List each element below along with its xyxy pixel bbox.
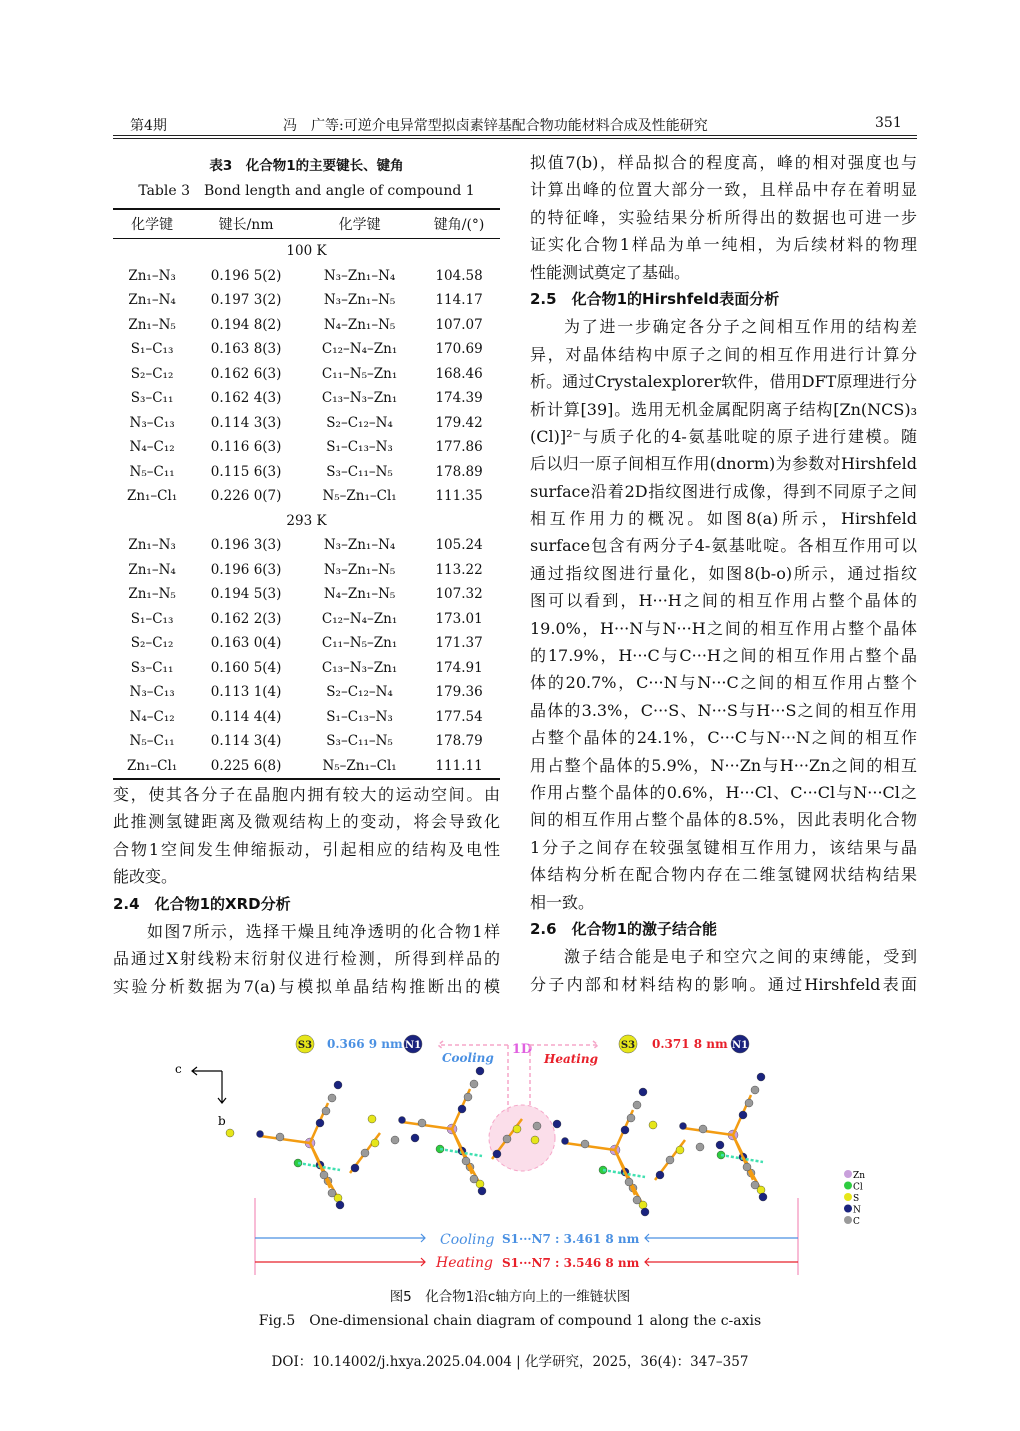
table-cell: 179.42 <box>435 414 483 431</box>
atom <box>458 1105 466 1113</box>
text-line: 为了进一步确定各分子之间相互作用的结构差 <box>564 317 917 337</box>
table-cell: S₂–C₁₂ <box>130 365 174 382</box>
table-row <box>113 533 500 558</box>
atom <box>476 1067 484 1075</box>
figure-caption-en: Fig.5 One-dimensional chain diagram of compound 1 along the c-axis <box>258 1313 762 1329</box>
group-row <box>113 239 500 264</box>
atom <box>391 1136 399 1144</box>
atom <box>411 1134 419 1142</box>
table-cell: 174.39 <box>435 390 483 407</box>
figure-label: S1···N7 : 3.546 8 nm <box>502 1256 640 1270</box>
column-header: 化学键 <box>301 209 418 239</box>
doi-footer: DOI：10.14002/j.hxya.2025.04.004 | 化学研究，2025，36(4)：347–357 <box>271 1354 749 1370</box>
legend-swatch <box>844 1216 852 1224</box>
atom <box>226 1129 234 1137</box>
figure-label: S3 <box>297 1040 313 1051</box>
page-number: 351 <box>875 115 902 131</box>
table-cell: 0.114 3(3) <box>210 414 282 431</box>
table-cell: 0.116 6(3) <box>210 439 282 456</box>
temperature-label: 293 K <box>286 512 327 529</box>
text-line: 计算出峰的位置大部分一致，且样品中存在着明显 <box>530 180 917 200</box>
atom <box>418 1119 426 1127</box>
table-row <box>113 582 500 607</box>
table-cell: N₅–C₁₁ <box>129 463 175 480</box>
table-cell: N₄–C₁₂ <box>129 439 175 456</box>
text-line: 激子结合能是电子和空穴之间的束缚能，受到 <box>564 947 917 967</box>
atom <box>621 1126 629 1134</box>
table-row <box>113 435 500 460</box>
table-cell: Zn₁–N₄ <box>128 292 176 309</box>
table-cell: 0.113 1(4) <box>210 684 282 701</box>
table-cell: S₁–C₁₃–N₃ <box>326 708 393 725</box>
table-cell: 111.35 <box>435 488 483 505</box>
paragraph <box>530 313 917 916</box>
table-cell: N₅–Zn₁–Cl₁ <box>301 754 418 780</box>
table-cell: 104.58 <box>435 267 483 284</box>
atom <box>553 1120 561 1128</box>
table-row <box>113 288 500 313</box>
left-column-text <box>113 781 500 1000</box>
table-cell: 0.115 6(3) <box>210 463 282 480</box>
column-header: 化学键 <box>113 209 191 239</box>
figure-label: S3 <box>620 1040 636 1051</box>
table-row <box>113 631 500 656</box>
table-cell: 111.11 <box>418 754 500 780</box>
table-cell: C₁₂–N₄–Zn₁ <box>321 341 398 358</box>
paragraph <box>113 918 500 1000</box>
figure-label: N1 <box>404 1040 422 1051</box>
right-column-text <box>530 149 917 998</box>
text-line: 分子内部和材料结构的影响。通过Hirshfeld表面 <box>530 974 917 994</box>
paragraph <box>530 149 917 286</box>
legend-swatch <box>844 1193 852 1201</box>
table-cell: Zn₁–Cl₁ <box>113 754 191 780</box>
text-line: 证实化合物1样品为单一纯相，为后续材料的物理 <box>530 235 917 255</box>
table-cell: 173.01 <box>435 610 483 627</box>
table-cell: Zn₁–N₃ <box>128 537 176 554</box>
bond-table <box>113 208 500 780</box>
table-cell: 171.37 <box>435 635 483 652</box>
atom <box>676 1146 684 1154</box>
table-row <box>113 656 500 681</box>
table-cell: S₂–C₁₂ <box>130 635 174 652</box>
table-cell: C₁₃–N₃–Zn₁ <box>321 659 398 676</box>
atom <box>699 1125 707 1133</box>
figure-label: 1D <box>511 1042 533 1057</box>
table-row <box>113 460 500 485</box>
temperature-label: 100 K <box>286 243 327 260</box>
text-line: 图可以看到，H···H之间的相互作用占整个晶体的 <box>530 591 917 611</box>
text-line: 品通过X射线粉末衍射仪进行检测，所得到样品的 <box>113 949 500 969</box>
table-cell: C₁₂–N₄–Zn₁ <box>321 610 398 627</box>
atom <box>639 1088 647 1096</box>
table-cell: 107.07 <box>435 316 483 333</box>
atom <box>334 1081 342 1089</box>
text-line: 析。通过Crystalexplorer软件，借用DFT原理进行分 <box>530 372 917 392</box>
atom <box>503 1135 511 1143</box>
section-heading: 2.4 化合物1的XRD分析 <box>113 894 291 913</box>
table-cell: 0.162 4(3) <box>210 390 282 407</box>
table-cell: S₃–C₁₁–N₅ <box>326 733 393 750</box>
atom <box>680 1123 687 1130</box>
atom <box>696 1143 704 1151</box>
table-cell: Zn₁–N₄ <box>128 561 176 578</box>
table-cell: S₂–C₁₂–N₄ <box>326 684 393 701</box>
atom <box>462 1157 470 1165</box>
atom <box>399 1117 406 1124</box>
atom <box>351 1164 359 1172</box>
table-cell: 0.114 3(4) <box>210 733 282 750</box>
atom <box>743 1163 751 1171</box>
atom <box>759 1193 767 1201</box>
atom <box>328 1094 336 1102</box>
figure-label: S1···N7 : 3.461 8 nm <box>502 1232 640 1246</box>
text-line: 用占整个晶体的5.9%，N···Zn与H···Zn之间的相互 <box>530 755 917 775</box>
table-cell: 105.24 <box>435 537 483 554</box>
chain-diagram-figure <box>160 1025 880 1275</box>
table-cell: S₃–C₁₁ <box>130 659 174 676</box>
atom <box>513 1125 521 1133</box>
table-row <box>113 264 500 289</box>
table-cell: N₄–C₁₂ <box>129 708 175 725</box>
table-cell: C₁₃–N₃–Zn₁ <box>321 390 398 407</box>
atom <box>470 1175 478 1183</box>
table-caption-cn: 表3 化合物1的主要键长、键角 <box>209 158 404 174</box>
table-cell: S₂–C₁₂–N₄ <box>326 414 393 431</box>
text-line: 间的相互作用占整个晶体的8.5%，因此表明化合物 <box>530 810 917 830</box>
atom <box>361 1149 369 1157</box>
table-row <box>113 729 500 754</box>
bond <box>683 1128 733 1135</box>
table-row <box>113 337 500 362</box>
atom <box>316 1119 324 1127</box>
table-cell: 177.54 <box>435 708 483 725</box>
table-cell: 0.162 6(3) <box>210 365 282 382</box>
figure-label: 0.371 8 nm <box>652 1037 728 1051</box>
atom <box>368 1115 376 1123</box>
atom <box>745 1099 753 1107</box>
atom <box>257 1131 264 1138</box>
highlight-circle <box>489 1105 555 1171</box>
table-cell: 107.32 <box>435 586 483 603</box>
text-line: surface沿着2D指纹图进行成像，得到不同原子之间 <box>530 481 917 501</box>
table-cell: 0.196 6(3) <box>210 561 282 578</box>
table-cell: 0.163 0(4) <box>210 635 282 652</box>
paragraph <box>113 781 500 891</box>
atom <box>656 1171 664 1179</box>
text-line: 合物1空间发生伸缩振动，引起相应的结构及电性 <box>113 839 500 859</box>
table-cell: S₁–C₁₃ <box>130 610 174 627</box>
running-title: 冯 广等:可逆介电异常型拟卤素锌基配合物功能材料合成及性能研究 <box>283 118 708 134</box>
text-line: 占整个晶体的24.1%，C···C与N···N之间的相互作 <box>530 728 917 748</box>
table-cell: C₁₁–N₅–Zn₁ <box>321 365 398 382</box>
table-row <box>113 313 500 338</box>
atom <box>562 1138 569 1145</box>
text-line: 实验分析数据为7(a)与模拟单晶结构推断出的模 <box>113 976 500 996</box>
atom <box>649 1121 657 1129</box>
table-row <box>113 705 500 730</box>
atom <box>751 1181 759 1189</box>
atom <box>581 1140 589 1148</box>
table-cell: 0.226 0(7) <box>210 488 282 505</box>
issue-number: 第4期 <box>130 118 167 134</box>
table-cell: Zn₁–Cl₁ <box>126 488 178 505</box>
table-row <box>113 607 500 632</box>
figure-label: 0.366 9 nm <box>327 1037 403 1051</box>
table-cell: N₃–Zn₁–N₄ <box>323 537 396 554</box>
table-cell: C₁₁–N₅–Zn₁ <box>321 635 398 652</box>
table-cell: 0.114 4(4) <box>210 708 282 725</box>
table-cell: 0.160 5(4) <box>210 659 282 676</box>
section-heading: 2.6 化合物1的激子结合能 <box>530 919 718 938</box>
atom <box>641 1208 649 1216</box>
column-header: 键长/nm <box>191 209 301 239</box>
table-cell: S₁–C₁₃–N₃ <box>326 439 393 456</box>
text-line: 相一致。 <box>530 892 595 912</box>
text-line: 异，对晶体结构中原子之间的相互作用进行计算分 <box>530 344 917 364</box>
header-rule <box>113 135 917 136</box>
text-line: 的特征峰，实验结果分析所得出的数据也可进一步 <box>530 207 917 227</box>
section-heading: 2.5 化合物1的Hirshfeld表面分析 <box>530 289 780 308</box>
table-cell: N₅–Zn₁–Cl₁ <box>322 488 397 505</box>
table-cell: N₃–Zn₁–N₅ <box>323 292 396 309</box>
text-line: 性能测试奠定了基础。 <box>530 262 691 282</box>
atom <box>633 1101 641 1109</box>
bond <box>402 1122 452 1129</box>
table-row <box>113 680 500 705</box>
atom <box>627 1114 635 1122</box>
table-cell: 179.36 <box>435 684 483 701</box>
figure-label: c <box>175 1062 182 1076</box>
atom <box>320 1171 328 1179</box>
atom <box>531 1136 539 1144</box>
atom <box>328 1189 336 1197</box>
atom <box>276 1133 284 1141</box>
table-cell: Zn₁–N₅ <box>128 586 176 603</box>
atom <box>336 1201 344 1209</box>
atom <box>739 1111 747 1119</box>
text-line: 如图7所示，选择干燥且纯净透明的化合物1样 <box>147 921 500 941</box>
legend-label: S <box>853 1194 860 1204</box>
text-line: 相互作用力的概况。如图8(a)所示，Hirshfeld <box>530 509 917 529</box>
table-row <box>113 386 500 411</box>
table-cell: 0.225 6(8) <box>191 754 301 780</box>
table-row <box>113 411 500 436</box>
axis-arrows <box>192 1067 226 1103</box>
legend-swatch <box>844 1182 852 1190</box>
atom <box>625 1178 633 1186</box>
table-row <box>113 484 500 509</box>
table-cell: N₄–Zn₁–N₅ <box>323 586 396 603</box>
text-line: 体的20.7%，C···N与N···C之间的相互作用占整个 <box>530 673 917 693</box>
table-cell: 113.22 <box>435 561 483 578</box>
atom <box>666 1156 674 1164</box>
figure-label: Heating <box>436 1255 493 1271</box>
atom <box>716 1141 724 1149</box>
atom <box>464 1093 472 1101</box>
text-line: (Cl)]²⁻与质子化的4-氨基吡啶的原子进行建模。随 <box>530 426 917 446</box>
text-line: 通过指纹图进行量化，如图8(b-o)所示，通过指纹 <box>530 563 917 583</box>
text-line: 的17.9%，H···C与C···H之间的相互作用占整个晶 <box>530 646 917 666</box>
atom <box>633 1196 641 1204</box>
table-cell: N₅–C₁₁ <box>129 733 175 750</box>
table-cell: S₁–C₁₃ <box>130 341 174 358</box>
figure-caption-cn: 图5 化合物1沿c轴方向上的一维链状图 <box>389 1289 631 1305</box>
table-cell: 0.194 8(2) <box>210 316 282 333</box>
table-cell: 0.162 2(3) <box>210 610 282 627</box>
atom <box>533 1122 541 1130</box>
table-cell: 174.91 <box>435 659 483 676</box>
table-cell: 0.163 8(3) <box>210 341 282 358</box>
table-cell: 178.89 <box>435 463 483 480</box>
figure-label: Cooling <box>442 1051 494 1065</box>
table-cell: 114.17 <box>435 292 483 309</box>
atom <box>751 1086 759 1094</box>
table-row <box>113 558 500 583</box>
text-line: 体结构分析在配合物内存在二维氢键网状结构结果 <box>530 865 917 885</box>
table-cell: N₃–Zn₁–N₅ <box>323 561 396 578</box>
text-line: 1分子之间存在较强氢键相互作用力，该结果与晶 <box>530 837 917 857</box>
legend-label: C <box>853 1217 860 1227</box>
table-cell: S₃–C₁₁ <box>130 390 174 407</box>
table-cell: N₃–C₁₃ <box>129 414 175 431</box>
table-caption-en: Table 3 Bond length and angle of compound 1 <box>138 183 475 199</box>
header-rule <box>113 138 917 139</box>
atom <box>371 1139 379 1147</box>
table-cell: Zn₁–N₅ <box>128 316 176 333</box>
table-cell: 170.69 <box>435 341 483 358</box>
text-line: 作用占整个晶体的0.6%，H···Cl、C···Cl与N···Cl之 <box>530 782 917 802</box>
legend-label: Cl <box>853 1182 863 1193</box>
table-cell: S₃–C₁₁–N₅ <box>326 463 393 480</box>
atom <box>470 1080 478 1088</box>
table-cell: N₃–Zn₁–N₄ <box>323 267 396 284</box>
legend-swatch <box>844 1205 852 1213</box>
table-cell: 0.197 3(2) <box>210 292 282 309</box>
text-line: surface包含有两分子4-氨基吡啶。各相互作用可以 <box>530 536 917 556</box>
table-cell: 0.194 5(3) <box>210 586 282 603</box>
legend-label: Zn <box>853 1171 866 1181</box>
column-header: 键角/(°) <box>418 209 500 239</box>
table-row <box>113 362 500 387</box>
legend-swatch <box>844 1170 852 1178</box>
table-cell: 177.86 <box>435 439 483 456</box>
table-cell: N₄–Zn₁–N₅ <box>323 316 396 333</box>
bond <box>260 1136 310 1143</box>
paragraph <box>530 943 917 998</box>
text-line: 拟值7(b)，样品拟合的程度高，峰的相对强度也与 <box>530 153 917 172</box>
table-cell: 168.46 <box>435 365 483 382</box>
text-line: 19.0%，H···N与N···H之间的相互作用占整个晶体 <box>530 618 917 638</box>
atom <box>322 1107 330 1115</box>
figure-label: b <box>218 1114 226 1128</box>
atom <box>478 1187 486 1195</box>
table-cell: 0.196 5(2) <box>210 267 282 284</box>
text-line: 后以归一原子间相互作用(dnorm)为参数对Hirshfeld <box>530 454 917 474</box>
text-line: 晶体的3.3%，C···S、N···S与H···S之间的相互作用 <box>530 700 917 720</box>
text-line: 变，使其各分子在晶胞内拥有较大的运动空间。由 <box>113 785 500 804</box>
table-cell: N₃–C₁₃ <box>129 684 175 701</box>
figure-label: Heating <box>544 1052 598 1066</box>
figure-label: Cooling <box>440 1232 495 1248</box>
table-cell: 0.196 3(3) <box>210 537 282 554</box>
table-row <box>113 754 500 780</box>
text-line: 能改变。 <box>113 867 178 887</box>
atom <box>493 1150 501 1158</box>
table-cell: Zn₁–N₃ <box>128 267 176 284</box>
text-line: 析计算[39]。选用无机金属配阴离子结构[Zn(NCS)₃ <box>530 399 917 419</box>
legend-label: N <box>853 1205 861 1216</box>
group-row <box>113 509 500 534</box>
atom <box>757 1073 765 1081</box>
table-cell: 178.79 <box>435 733 483 750</box>
text-line: 此推测氢键距离及微观结构上的变动，将会导致化 <box>113 812 500 832</box>
bond <box>565 1143 615 1150</box>
figure-label: N1 <box>731 1040 749 1051</box>
